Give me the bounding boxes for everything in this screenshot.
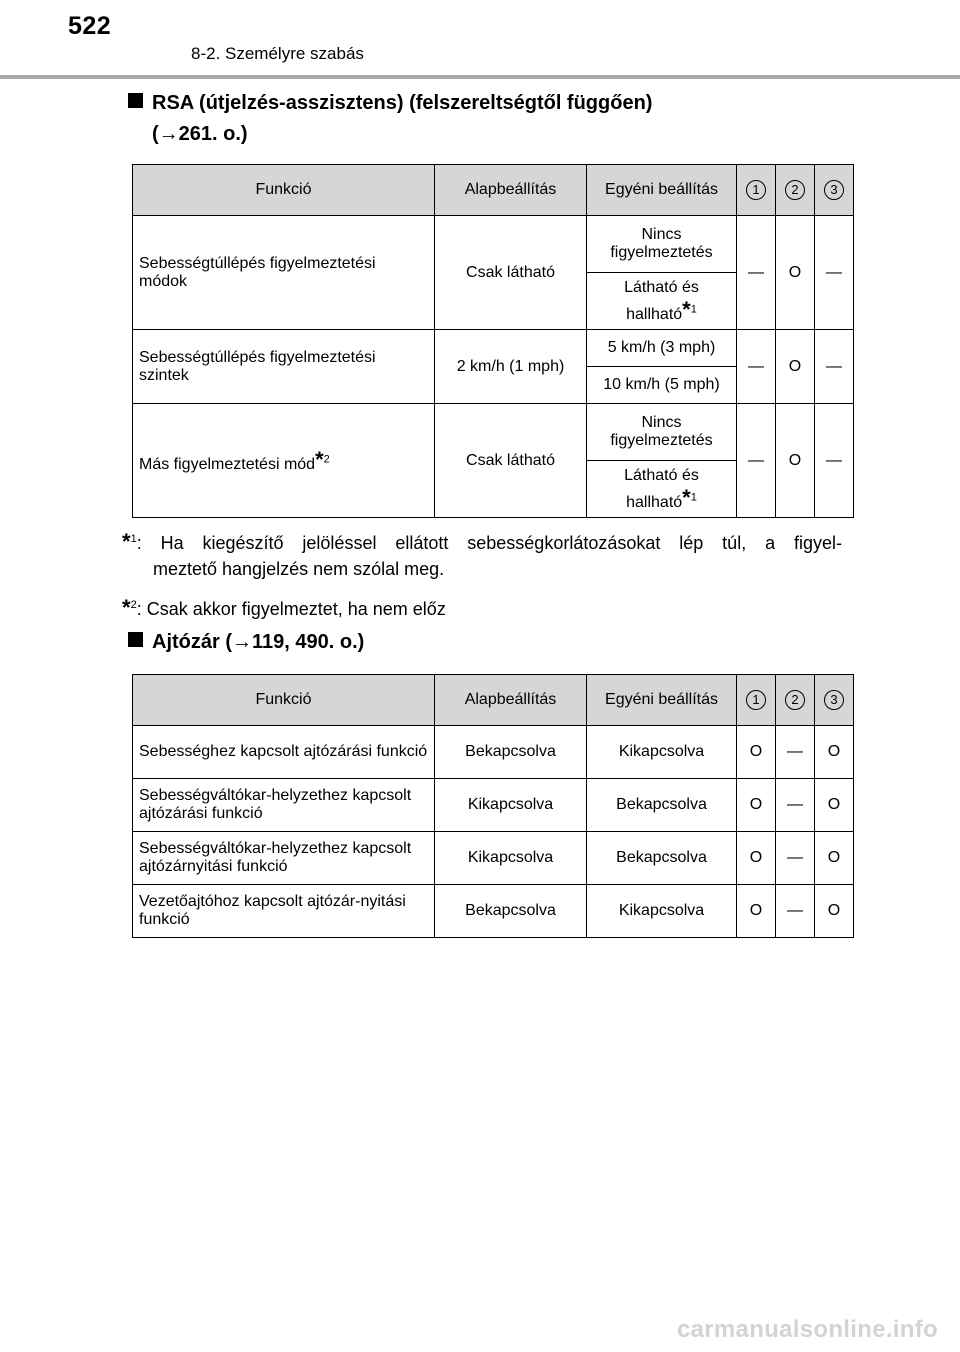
cell-mark-2: O	[776, 404, 815, 518]
cell-mark-2: O	[776, 216, 815, 330]
cell-custom-option: 5 km/h (3 mph)	[587, 330, 737, 367]
footnote-ref: 1	[690, 491, 697, 504]
col-header-1	[737, 675, 776, 726]
col-header-custom: Egyéni beállítás	[587, 165, 737, 216]
section-title-rsa	[128, 88, 652, 150]
watermark: carmanualsonline.info	[676, 1316, 938, 1343]
col-header-function: Funkció	[133, 165, 435, 216]
table-row	[133, 404, 854, 461]
cell-custom: Bekapcsolva	[587, 779, 737, 832]
circled-number-2: 2	[785, 690, 805, 710]
cell-mark-1: O	[737, 832, 776, 885]
cell-mark-3: O	[815, 832, 854, 885]
cell-custom: Kikapcsolva	[587, 885, 737, 938]
cell-custom-option: Látható és hallható*$^1$	[587, 273, 737, 330]
col-header-3	[815, 675, 854, 726]
cell-custom-option: Látható és hallható*$^1$	[587, 461, 737, 518]
section-bullet-icon	[128, 632, 143, 647]
cell-default: Csak látható	[435, 404, 587, 518]
cell-function: Vezetőajtóhoz kapcsolt ajtózár-nyitási funkció	[133, 885, 435, 938]
col-header-custom: Egyéni beállítás	[587, 675, 737, 726]
cell-default: Bekapcsolva	[435, 885, 587, 938]
cell-mark-1: —	[737, 330, 776, 404]
rsa-settings-table	[132, 164, 854, 518]
cell-mark-1: O	[737, 726, 776, 779]
section-title-door-lock	[128, 627, 364, 658]
footnote-ref: 1	[690, 303, 697, 316]
table-header-row	[133, 675, 854, 726]
section-title-line1: RSA (útjelzés-asszisztens) (felszereltségtől függően)	[152, 92, 653, 114]
cell-function: Sebességváltókar-helyzethez kapcsolt ajtózárnyitási funkció	[133, 832, 435, 885]
cell-function: Más figyelmeztetési mód*$^2$	[133, 404, 435, 518]
header-rule	[0, 75, 960, 79]
cell-mark-1: O	[737, 885, 776, 938]
cell-function: Sebességtúllépés figyelmeztetési módok	[133, 216, 435, 330]
cell-mark-2: —	[776, 779, 815, 832]
cell-mark-3: O	[815, 726, 854, 779]
footnote-star: *	[122, 595, 131, 620]
table-header-row	[133, 165, 854, 216]
cell-custom-option: Nincs figyelmeztetés	[587, 404, 737, 461]
cell-custom-option: Nincs figyelmeztetés	[587, 216, 737, 273]
cell-function: Sebességhez kapcsolt ajtózárási funkció	[133, 726, 435, 779]
cell-custom: Kikapcsolva	[587, 726, 737, 779]
table-row	[133, 832, 854, 885]
cell-default: 2 km/h (1 mph)	[435, 330, 587, 404]
cell-mark-2: —	[776, 885, 815, 938]
cell-default: Kikapcsolva	[435, 832, 587, 885]
cell-custom-option: 10 km/h (5 mph)	[587, 367, 737, 404]
door-lock-settings-table	[132, 674, 854, 938]
cell-mark-1: —	[737, 216, 776, 330]
circled-number-2: 2	[785, 180, 805, 200]
table-row	[133, 330, 854, 367]
cell-mark-2: —	[776, 726, 815, 779]
cell-function: Sebességtúllépés figyelmeztetési szintek	[133, 330, 435, 404]
table-row	[133, 726, 854, 779]
circled-number-1: 1	[746, 690, 766, 710]
col-header-2	[776, 675, 815, 726]
table-row	[133, 779, 854, 832]
footnote-1: *$^1$: Ha kiegészítő jelöléssel ellátott sebességkorlátozásokat lép túl, a figyel- meztető hangjelzés nem szólal meg.	[122, 529, 842, 579]
col-header-3	[815, 165, 854, 216]
cell-mark-2: O	[776, 330, 815, 404]
cell-mark-3: —	[815, 404, 854, 518]
chapter-title: 8-2. Személyre szabás	[191, 44, 364, 63]
section-title-line2: (→261. o.)	[152, 123, 248, 145]
col-header-function: Funkció	[133, 675, 435, 726]
cell-default: Csak látható	[435, 216, 587, 330]
circled-number-3: 3	[824, 690, 844, 710]
footnote-2: *$^2$: Csak akkor figyelmeztet, ha nem előz	[122, 595, 446, 620]
cell-mark-3: O	[815, 779, 854, 832]
page-number: 522	[68, 12, 112, 40]
section-bullet-icon	[128, 93, 143, 108]
table-row	[133, 885, 854, 938]
col-header-2	[776, 165, 815, 216]
col-header-1	[737, 165, 776, 216]
footnote-ref: 2	[323, 453, 330, 466]
table-row	[133, 216, 854, 273]
cell-custom: Bekapcsolva	[587, 832, 737, 885]
footnote-star: *	[122, 529, 131, 554]
cell-mark-2: —	[776, 832, 815, 885]
circled-number-3: 3	[824, 180, 844, 200]
circled-number-1: 1	[746, 180, 766, 200]
cell-mark-3: —	[815, 216, 854, 330]
cell-mark-3: —	[815, 330, 854, 404]
col-header-default: Alapbeállítás	[435, 675, 587, 726]
cell-mark-1: O	[737, 779, 776, 832]
cell-mark-1: —	[737, 404, 776, 518]
cell-function: Sebességváltókar-helyzethez kapcsolt ajtózárási funkció	[133, 779, 435, 832]
cell-mark-3: O	[815, 885, 854, 938]
cell-default: Bekapcsolva	[435, 726, 587, 779]
section-title-text: Ajtózár (→119, 490. o.)	[152, 631, 365, 653]
col-header-default: Alapbeállítás	[435, 165, 587, 216]
cell-default: Kikapcsolva	[435, 779, 587, 832]
